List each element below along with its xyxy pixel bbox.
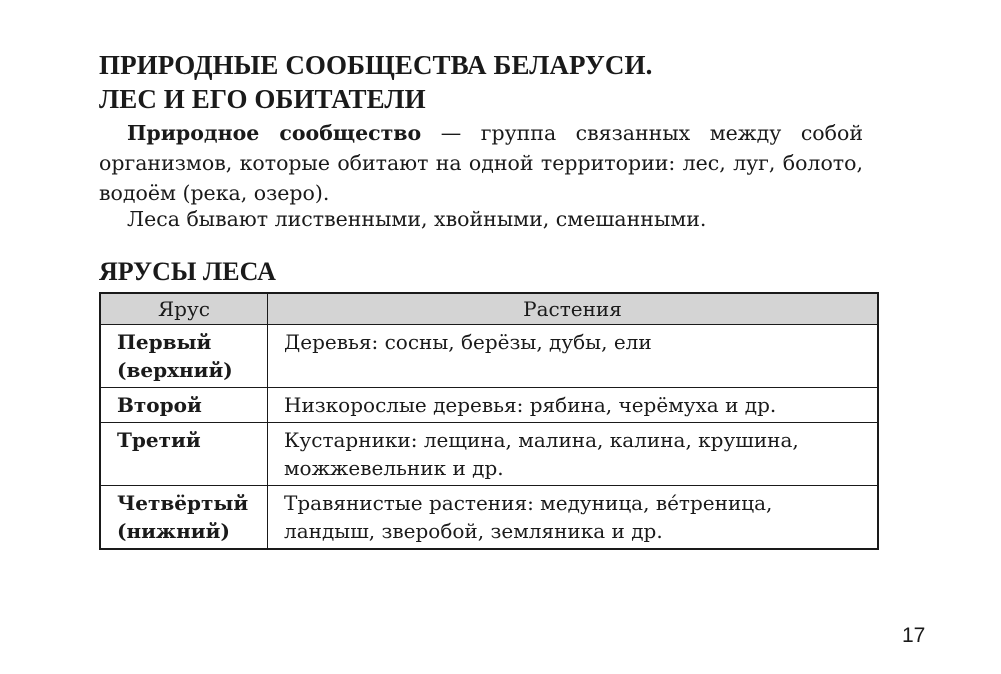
definition-text: — группа связанных между собой организмов, которые обитают на одной территории: лес, луг, болото, водоём (река, озеро).	[99, 121, 863, 205]
section-title: ЯРУСЫ ЛЕСА	[99, 257, 276, 286]
tier-name-cell: Третий	[100, 423, 268, 486]
page-title-line-1: ПРИРОДНЫЕ СООБЩЕСТВА БЕЛАРУСИ.	[99, 50, 653, 80]
definition-paragraph	[99, 118, 863, 208]
column-header-plants: Растения	[268, 293, 879, 325]
tier-name-cell: Второй	[100, 388, 268, 423]
definition-term: Природное сообщество	[127, 121, 422, 145]
forest-types-paragraph	[99, 204, 863, 234]
table-row	[100, 325, 878, 388]
plants-cell: Низкорослые деревья: рябина, черёмуха и др.	[268, 388, 879, 423]
plants-cell: Кустарники: лещина, малина, калина, крушина, можжевельник и др.	[268, 423, 879, 486]
plants-cell: Деревья: сосны, берёзы, дубы, ели	[268, 325, 879, 388]
table-row	[100, 423, 878, 486]
page-number: 17	[902, 624, 926, 647]
forest-tiers-table	[99, 292, 879, 550]
tier-name-cell: Четвёртый (нижний)	[100, 486, 268, 550]
tier-name-cell: Первый (верхний)	[100, 325, 268, 388]
page-title	[99, 48, 899, 116]
table-row	[100, 388, 878, 423]
column-header-tier: Ярус	[100, 293, 268, 325]
plants-cell: Травянистые растения: медуница, ве́треница, ландыш, зверобой, земляника и др.	[268, 486, 879, 550]
table-header-row	[100, 293, 878, 325]
forest-types-text: Леса бывают лиственными, хвойными, смешанными.	[127, 207, 707, 231]
table-row	[100, 486, 878, 550]
page-title-line-2: ЛЕС И ЕГО ОБИТАТЕЛИ	[99, 84, 426, 114]
